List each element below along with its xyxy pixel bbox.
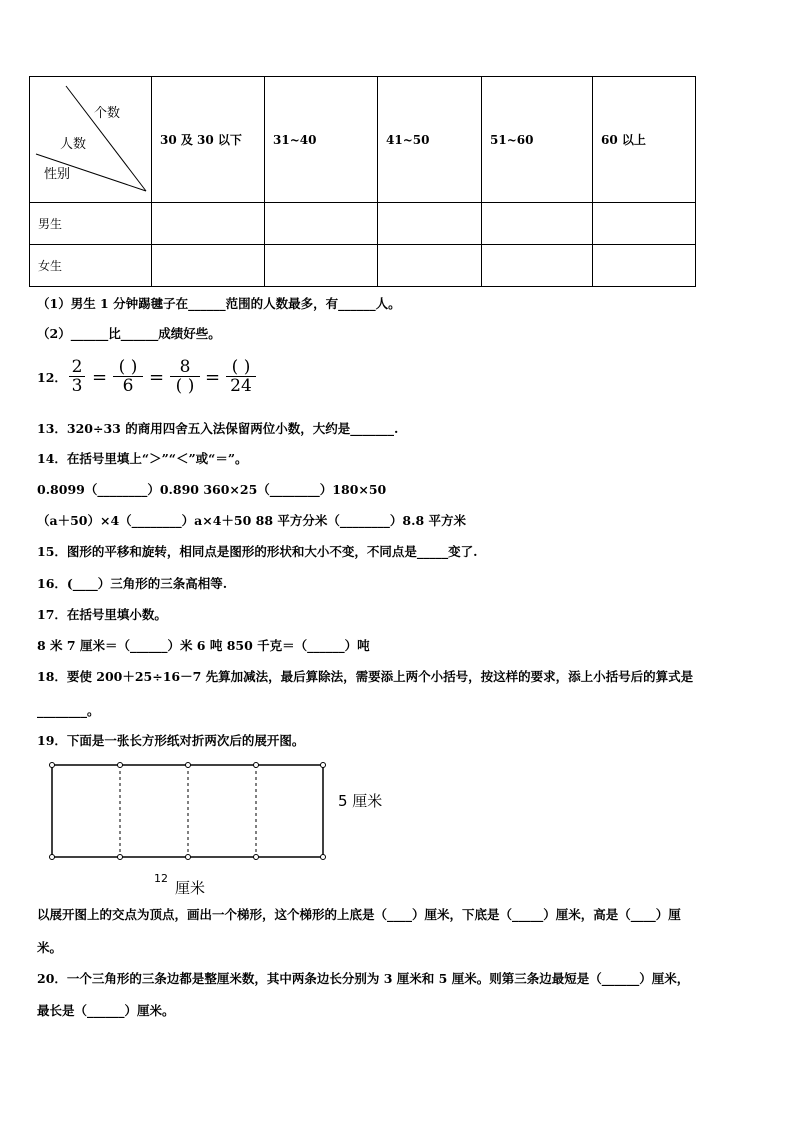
diagonal-header-cell [30, 77, 152, 203]
q18-line1: 18．要使 200＋25÷16－7 先算加减法，最后算除法，需要添上两个小括号，按这样的要求，添上小括号后的算式是 [37, 669, 694, 684]
table-cell[interactable] [265, 245, 378, 287]
equals-sign: = [92, 367, 108, 388]
q19-text1: 以展开图上的交点为顶点，画出一个梯形，这个梯形的上底是（____）厘米，下底是（_____）厘米，高是（____）厘 [37, 907, 681, 922]
denominator: 3 [69, 376, 85, 395]
q11-part1: （1）男生 1 分钟踢毽子在______范围的人数最多，有______人。 [37, 296, 401, 311]
equals-sign: = [149, 367, 165, 388]
fraction-2-3 [69, 358, 85, 395]
q12-number: 12． [37, 370, 67, 385]
denominator: 6 [113, 376, 143, 395]
fraction-8-blank [170, 358, 200, 395]
q14-line2: （a＋50）×4（________）a×4＋50 88 平方分米（________）8.8 平方米 [37, 513, 467, 528]
q19-text2: 米。 [37, 940, 63, 955]
header-gender-label: 性别 [44, 167, 71, 182]
numerator: 8 [179, 357, 191, 377]
table-cell[interactable] [482, 203, 593, 245]
table-cell[interactable] [482, 245, 593, 287]
q17-line1: 8 米 7 厘米＝（______）米 6 吨 850 千克＝（______）吨 [37, 638, 370, 653]
q13: 13．320÷33 的商用四舍五入法保留两位小数，大约是_______. [37, 421, 399, 436]
q20-line1: 20．一个三角形的三条边都是整厘米数，其中两条边长分别为 3 厘米和 5 厘米。则第三条边最短是（______）厘米， [37, 971, 690, 986]
column-header: 41~50 [378, 77, 482, 203]
rectangle-fold-lines [40, 760, 400, 900]
height-label: 5 厘米 [338, 792, 383, 810]
width-label-unit: 厘米 [175, 879, 206, 897]
table-header-row [30, 77, 696, 203]
column-header: 31~40 [265, 77, 378, 203]
denominator: 24 [226, 376, 256, 395]
numerator[interactable]: ( ) [118, 357, 138, 377]
table-cell[interactable] [265, 203, 378, 245]
q14-line1: 0.8099（________）0.890 360×25（________）180×50 [37, 482, 387, 497]
row-header: 女生 [30, 245, 152, 287]
table-cell[interactable] [593, 203, 696, 245]
kick-shuttlecock-table [29, 76, 696, 287]
numerator: 2 [71, 357, 83, 377]
header-count-label: 个数 [94, 106, 121, 121]
q16: 16．(____）三角形的三条高相等. [37, 576, 228, 591]
table-cell[interactable] [378, 245, 482, 287]
table-row-boys [30, 203, 696, 245]
q18-line2: ________。 [37, 703, 100, 718]
q17-title: 17．在括号里填小数。 [37, 607, 167, 622]
table-cell[interactable] [378, 203, 482, 245]
q19-title: 19．下面是一张长方形纸对折两次后的展开图。 [37, 733, 305, 748]
table-cell[interactable] [593, 245, 696, 287]
fraction-blank-6 [113, 358, 143, 395]
q11-part2: （2）______比______成绩好些。 [37, 326, 221, 341]
column-header: 51~60 [482, 77, 593, 203]
table-cell[interactable] [152, 245, 265, 287]
q14-title: 14．在括号里填上“＞”“＜”或“＝”。 [37, 451, 248, 466]
header-people-label: 人数 [60, 137, 87, 152]
width-label-number: 12 [154, 872, 168, 885]
table-row-girls [30, 245, 696, 287]
row-header: 男生 [30, 203, 152, 245]
q15: 15．图形的平移和旋转，相同点是图形的形状和大小不变，不同点是_____变了. [37, 544, 478, 559]
equals-sign: = [205, 367, 221, 388]
unfolded-paper-diagram [40, 760, 400, 900]
q20-line2: 最长是（______）厘米。 [37, 1003, 175, 1018]
column-header: 60 以上 [593, 77, 696, 203]
diagonal-lines [30, 77, 152, 203]
denominator[interactable]: ( ) [170, 376, 200, 395]
fraction-blank-24 [226, 358, 256, 395]
numerator[interactable]: ( ) [231, 357, 251, 377]
table-cell[interactable] [152, 203, 265, 245]
column-header: 30 及 30 以下 [152, 77, 265, 203]
